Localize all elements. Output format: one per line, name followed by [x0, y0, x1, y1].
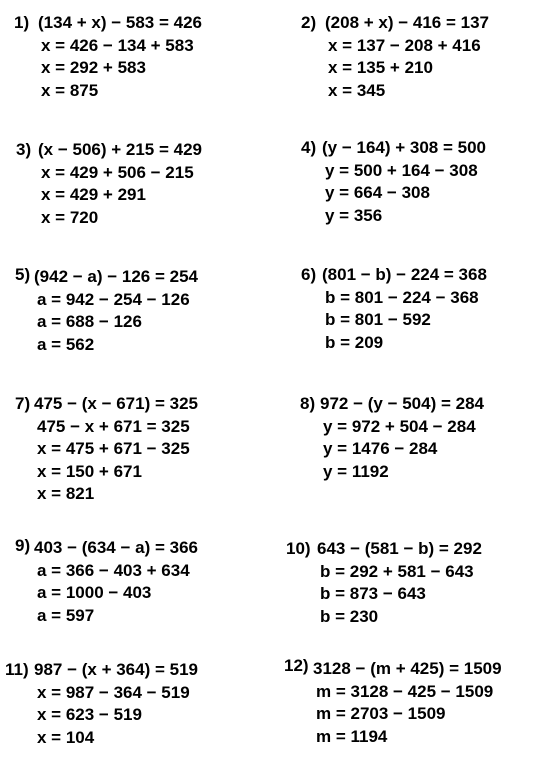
step-line: b = 230 [320, 606, 379, 626]
problem-number: 11) [5, 660, 29, 679]
step-line: b = 873 − 643 [320, 584, 426, 603]
problem-2 [301, 12, 489, 102]
equation-line: (208 + x) − 416 = 137 [325, 13, 489, 32]
step-line: x = 150 + 671 [37, 461, 142, 481]
problem-10 [286, 538, 482, 628]
step-line: y = 972 + 504 − 284 [323, 416, 476, 436]
problem-number: 8) [300, 394, 316, 413]
problem-number: 1) [14, 13, 30, 32]
step-line: b = 209 [325, 332, 384, 352]
problem-3 [16, 139, 202, 229]
step-line: m = 3128 − 425 − 1509 [316, 681, 494, 701]
step-line: a = 1000 − 403 [37, 583, 152, 602]
step-line: x = 475 + 671 − 325 [37, 439, 190, 458]
step-line: x = 821 [37, 484, 95, 503]
problem-number: 12) [284, 656, 309, 675]
problem-number: 9) [15, 536, 31, 555]
step-line: x = 426 − 134 + 583 [41, 35, 194, 55]
equation-line: (134 + x) − 583 = 426 [38, 13, 202, 32]
problem-7 [15, 393, 198, 506]
problem-number: 10) [286, 539, 311, 558]
problem-number: 2) [301, 13, 317, 32]
step-line: x = 292 + 583 [41, 58, 146, 77]
step-line: m = 1194 [316, 726, 388, 746]
step-line: x = 137 − 208 + 416 [328, 35, 481, 55]
problem-number: 3) [16, 140, 32, 159]
equation-line: 403 − (634 − a) = 366 [34, 538, 198, 557]
problem-number: 4) [301, 138, 317, 157]
equation-line: (y − 164) + 308 = 500 [322, 138, 486, 157]
step-line: b = 292 + 581 − 643 [320, 561, 474, 581]
step-line: b = 801 − 592 [325, 310, 431, 329]
step-line: a = 562 [37, 334, 95, 354]
step-line: y = 500 + 164 − 308 [325, 160, 478, 180]
step-line: x = 104 [37, 727, 95, 747]
step-line: 475 − x + 671 = 325 [37, 416, 190, 436]
problem-number: 5) [15, 265, 31, 284]
equation-line: 972 − (y − 504) = 284 [320, 394, 484, 413]
equation-line: 643 − (581 − b) = 292 [317, 539, 482, 558]
step-line: y = 1476 − 284 [323, 439, 438, 458]
problem-1 [14, 12, 202, 102]
equation-line: 475 − (x − 671) = 325 [34, 394, 198, 413]
step-line: y = 664 − 308 [325, 183, 430, 202]
problem-8 [300, 393, 484, 483]
problem-4 [301, 137, 486, 227]
equation-line: 987 − (x + 364) = 519 [34, 660, 198, 679]
step-line: y = 356 [325, 205, 383, 225]
step-line: x = 345 [328, 80, 386, 100]
step-line: b = 801 − 224 − 368 [325, 287, 479, 307]
equation-line: (x − 506) + 215 = 429 [38, 140, 202, 159]
problem-number: 6) [301, 265, 317, 284]
step-line: x = 875 [41, 80, 99, 100]
step-line: a = 366 − 403 + 634 [37, 560, 190, 580]
problem-number: 7) [15, 394, 31, 413]
step-line: a = 688 − 126 [37, 312, 142, 331]
problem-12 [284, 656, 502, 748]
step-line: a = 942 − 254 − 126 [37, 289, 190, 309]
equation-line: (942 − a) − 126 = 254 [34, 267, 198, 286]
problem-5 [15, 265, 198, 356]
problem-9 [15, 536, 198, 627]
problem-6 [301, 264, 487, 354]
step-line: m = 2703 − 1509 [316, 704, 446, 723]
problem-11 [5, 659, 198, 749]
step-line: x = 720 [41, 207, 99, 227]
step-line: x = 429 + 506 − 215 [41, 162, 194, 182]
equation-line: 3128 − (m + 425) = 1509 [313, 659, 502, 678]
step-line: x = 623 − 519 [37, 705, 142, 724]
step-line: y = 1192 [323, 461, 389, 481]
equation-line: (801 − b) − 224 = 368 [322, 265, 487, 284]
step-line: x = 429 + 291 [41, 185, 146, 204]
step-line: a = 597 [37, 605, 95, 625]
step-line: x = 135 + 210 [328, 58, 433, 77]
step-line: x = 987 − 364 − 519 [37, 682, 190, 702]
